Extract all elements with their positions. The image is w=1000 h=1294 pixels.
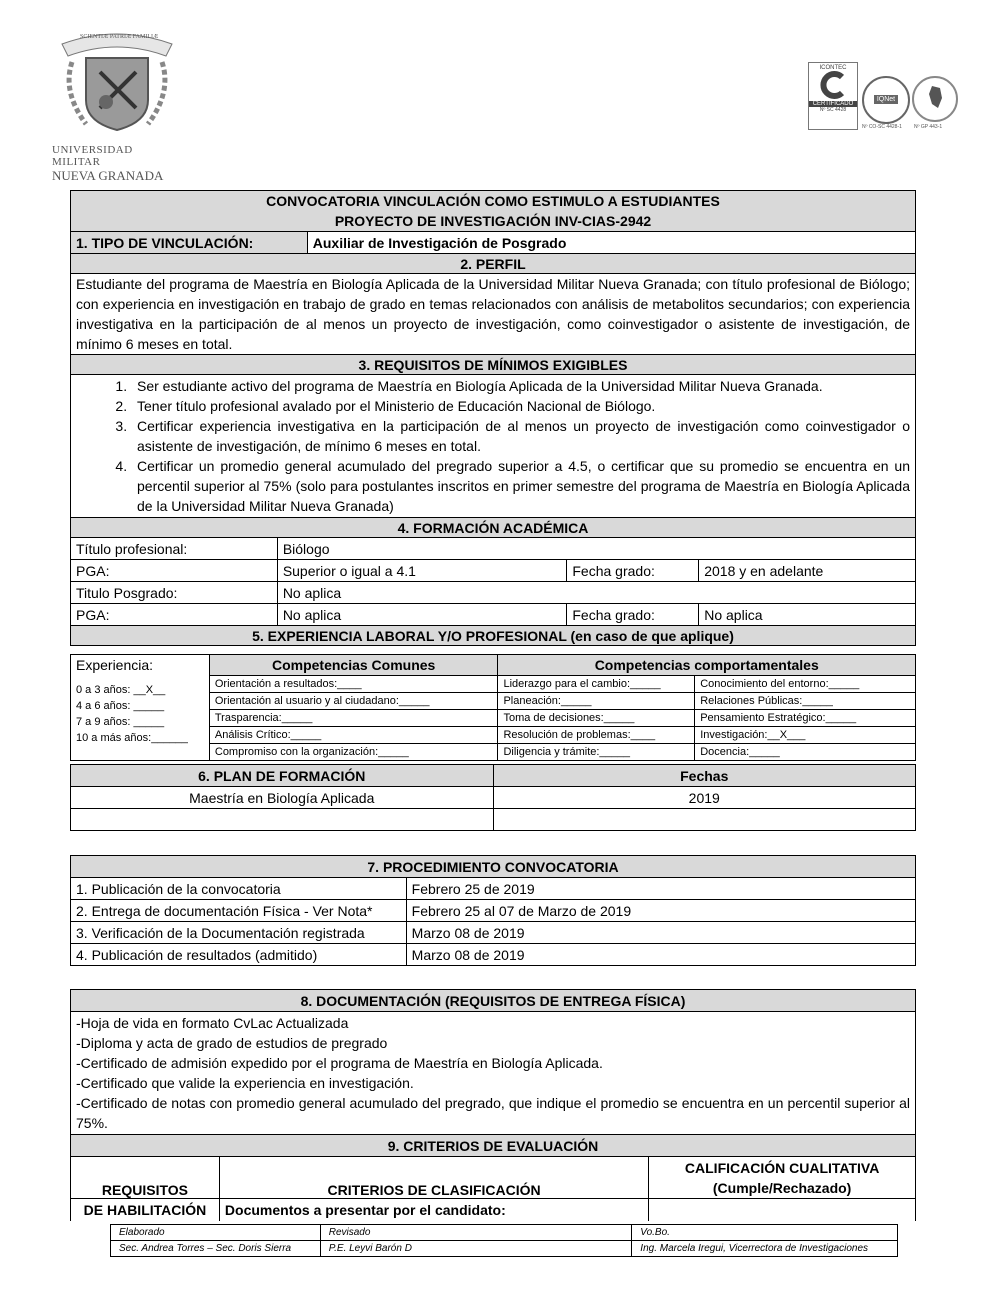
pga2-label: PGA: <box>71 604 278 626</box>
comp-item: Liderazgo para el cambio:_____ <box>498 676 695 693</box>
comp-item: Conocimiento del entorno:_____ <box>695 676 916 693</box>
comp-item: Resolución de problemas:____ <box>498 727 695 744</box>
pga1-value: Superior o igual a 4.1 <box>277 560 567 582</box>
header-title-line1: CONVOCATORIA VINCULACIÓN COMO ESTIMULO A ESTUDIANTES <box>266 193 720 209</box>
criterios-col-calificacion-line2: (Cumple/Rechazado) <box>712 1179 852 1196</box>
perfil-title: 2. PERFIL <box>71 254 916 274</box>
icontec-c-icon <box>818 71 848 99</box>
comp-item: Toma de decisiones:_____ <box>498 710 695 727</box>
habilitacion-label: DE HABILITACIÓN <box>71 1199 220 1221</box>
experiencia-table <box>70 654 916 761</box>
comun-item: Análisis Crítico:_____ <box>209 727 498 744</box>
range-item: 7 a 9 años: _____ <box>76 715 165 728</box>
perfil-text: Estudiante del programa de Maestría en Biología Aplicada de la Universidad Militar Nueva Granada; con título profesional de Biólogo; con experiencia en investigación en trabajo de grado en temas relacionados con análisis de metabolitos secundarios; con experiencia investigativa en la participación de al menos un proyecto de investigación, como coinvestigador o asistente de investigación, de mínimo 6 meses en total. <box>71 274 916 355</box>
university-logo <box>52 22 182 183</box>
gp-badge <box>912 76 958 122</box>
criterios-col-calificacion <box>649 1157 916 1199</box>
tipo-value: Auxiliar de Investigación de Posgrado <box>307 232 915 254</box>
criterios-col-clasificacion: CRITERIOS DE CLASIFICACIÓN <box>219 1157 648 1199</box>
plan-fecha: 2019 <box>493 787 915 809</box>
certification-logos <box>808 62 958 137</box>
criterios-col-calificacion-line1: CALIFICACIÓN CUALITATIVA <box>684 1159 880 1176</box>
requisitos-list <box>71 375 916 518</box>
footer-revisado: Revisado <box>320 1225 632 1241</box>
documento-item: -Diploma y acta de grado de estudios de pregrado <box>76 1035 388 1051</box>
documentacion-table <box>70 989 916 1221</box>
requisito-item: 4. Certificar un promedio general acumulado del pregrado superior a 4.5, o certificar que su promedio se encuentra en un percentil superior al 75% (solo para postulantes inscritos en primer semestre del programa de Maestría en Biología Aplicada de la Universidad Militar Nueva Granada) <box>131 456 910 516</box>
plan-empty-cell <box>493 809 915 831</box>
habilitacion-text: Documentos a presentar por el candidato: <box>219 1199 648 1221</box>
documento-item: -Certificado de notas con promedio general acumulado del pregrado, que indique el promedio se encuentra en un percentil superior al 75%. <box>76 1095 910 1131</box>
posgrado-label: Titulo Posgrado: <box>71 582 278 604</box>
requisito-item: 2. Tener título profesional avalado por el Ministerio de Educación Nacional de Biólogo. <box>131 396 910 416</box>
plan-empty-cell <box>71 809 494 831</box>
formacion-title: 4. FORMACIÓN ACADÉMICA <box>71 518 916 538</box>
procedimiento-title: 7. PROCEDIMIENTO CONVOCATORIA <box>71 856 916 878</box>
procedimiento-table <box>70 855 916 966</box>
titulo-label: Título profesional: <box>71 538 278 560</box>
footer-revisado-by: P.E. Leyvi Barón D <box>320 1241 632 1257</box>
experiencia-ranges <box>71 676 210 761</box>
convocatoria-table <box>70 190 916 646</box>
range-item: 0 a 3 años: __X__ <box>76 683 166 696</box>
criterios-title: 9. CRITERIOS DE EVALUACIÓN <box>71 1135 916 1157</box>
procedimiento-step: 2. Entrega de documentación Física - Ver Nota* <box>71 900 407 922</box>
titulo-value: Biólogo <box>277 538 915 560</box>
procedimiento-step: 1. Publicación de la convocatoria <box>71 878 407 900</box>
fecha2-label: Fecha grado: <box>567 604 699 626</box>
footer-approval-table <box>110 1224 898 1257</box>
documentacion-title: 8. DOCUMENTACIÓN (REQUISITOS DE ENTREGA FÍSICA) <box>71 990 916 1012</box>
iqnet-code: Nº CO-SC 4428-1 <box>862 124 902 130</box>
experiencia-label: Experiencia: <box>71 655 210 676</box>
comp-item: Diligencia y trámite:_____ <box>498 744 695 761</box>
comp-item: Docencia:_____ <box>695 744 916 761</box>
procedimiento-step: 4. Publicación de resultados (admitido) <box>71 944 407 966</box>
requisitos-title: 3. REQUISITOS DE MÍNIMOS EXIGIBLES <box>71 355 916 375</box>
procedimiento-date: Febrero 25 al 07 de Marzo de 2019 <box>406 900 915 922</box>
documento-item: -Hoja de vida en formato CvLac Actualizada <box>76 1015 349 1031</box>
documento-item: -Certificado de admisión expedido por el programa de Maestría en Biología Aplicada. <box>76 1055 603 1071</box>
comp-item: Investigación:__X___ <box>695 727 916 744</box>
comp-item: Pensamiento Estratégico:_____ <box>695 710 916 727</box>
footer-vobo: Vo.Bo. <box>632 1225 898 1241</box>
documentacion-list <box>71 1012 916 1135</box>
requisito-item: 1. Ser estudiante activo del programa de Maestría en Biología Aplicada de la Universidad Militar Nueva Granada. <box>131 376 910 396</box>
fechas-title: Fechas <box>493 765 915 787</box>
procedimiento-date: Marzo 08 de 2019 <box>406 922 915 944</box>
procedimiento-date: Febrero 25 de 2019 <box>406 878 915 900</box>
colombia-map-icon <box>914 78 956 120</box>
comportamentales-title: Competencias comportamentales <box>498 655 916 676</box>
icontec-badge: ICONTEC CERTIFICADO Nº SC 4428 <box>808 62 858 130</box>
header-title-line2: PROYECTO DE INVESTIGACIÓN INV-CIAS-2942 <box>334 213 652 229</box>
iqnet-badge: IQNet <box>862 76 910 124</box>
habilitacion-empty-cell <box>649 1199 916 1221</box>
posgrado-value: No aplica <box>277 582 915 604</box>
header-title <box>71 191 916 232</box>
experiencia-title: 5. EXPERIENCIA LABORAL Y/O PROFESIONAL (en caso de que aplique) <box>71 626 916 646</box>
range-item: 10 a más años:______ <box>76 731 188 744</box>
comunes-title: Competencias Comunes <box>209 655 498 676</box>
requisito-item: 3. Certificar experiencia investigativa en la participación de al menos un proyecto de investigación como coinvestigador o asistente de investigación, de mínimo 6 meses en total. <box>131 416 910 456</box>
comp-item: Planeación:_____ <box>498 693 695 710</box>
pga1-label: PGA: <box>71 560 278 582</box>
gp-code: Nº GP 443-1 <box>914 124 943 130</box>
logo-name-line2: NUEVA GRANADA <box>52 168 164 183</box>
fecha2-value: No aplica <box>699 604 916 626</box>
footer-elaborado-by: Sec. Andrea Torres – Sec. Doris Sierra <box>111 1241 321 1257</box>
plan-value: Maestría en Biología Aplicada <box>71 787 494 809</box>
logo-name-line1: UNIVERSIDAD MILITAR <box>52 144 133 168</box>
comun-item: Compromiso con la organización:_____ <box>209 744 498 761</box>
documento-item: -Certificado que valide la experiencia en investigación. <box>76 1075 414 1091</box>
fecha1-value: 2018 y en adelante <box>699 560 916 582</box>
plan-table <box>70 764 916 831</box>
plan-title: 6. PLAN DE FORMACIÓN <box>71 765 494 787</box>
procedimiento-date: Marzo 08 de 2019 <box>406 944 915 966</box>
range-item: 4 a 6 años: _____ <box>76 699 165 712</box>
comun-item: Orientación al usuario y al ciudadano:_____ <box>209 693 498 710</box>
comp-item: Relaciones Públicas:_____ <box>695 693 916 710</box>
tipo-label: 1. TIPO DE VINCULACIÓN: <box>71 232 308 254</box>
pga2-value: No aplica <box>277 604 567 626</box>
comun-item: Orientación a resultados:____ <box>209 676 498 693</box>
footer-vobo-by: Ing. Marcela Iregui, Vicerrectora de Investigaciones <box>632 1241 898 1257</box>
procedimiento-step: 3. Verificación de la Documentación registrada <box>71 922 407 944</box>
fecha1-label: Fecha grado: <box>567 560 699 582</box>
criterios-col-requisitos: REQUISITOS <box>71 1157 220 1199</box>
footer-elaborado: Elaborado <box>111 1225 321 1241</box>
comun-item: Trasparencia:_____ <box>209 710 498 727</box>
logo-motto: SCIENTIÆ PATRIÆ FAMILIÆ <box>80 34 159 40</box>
